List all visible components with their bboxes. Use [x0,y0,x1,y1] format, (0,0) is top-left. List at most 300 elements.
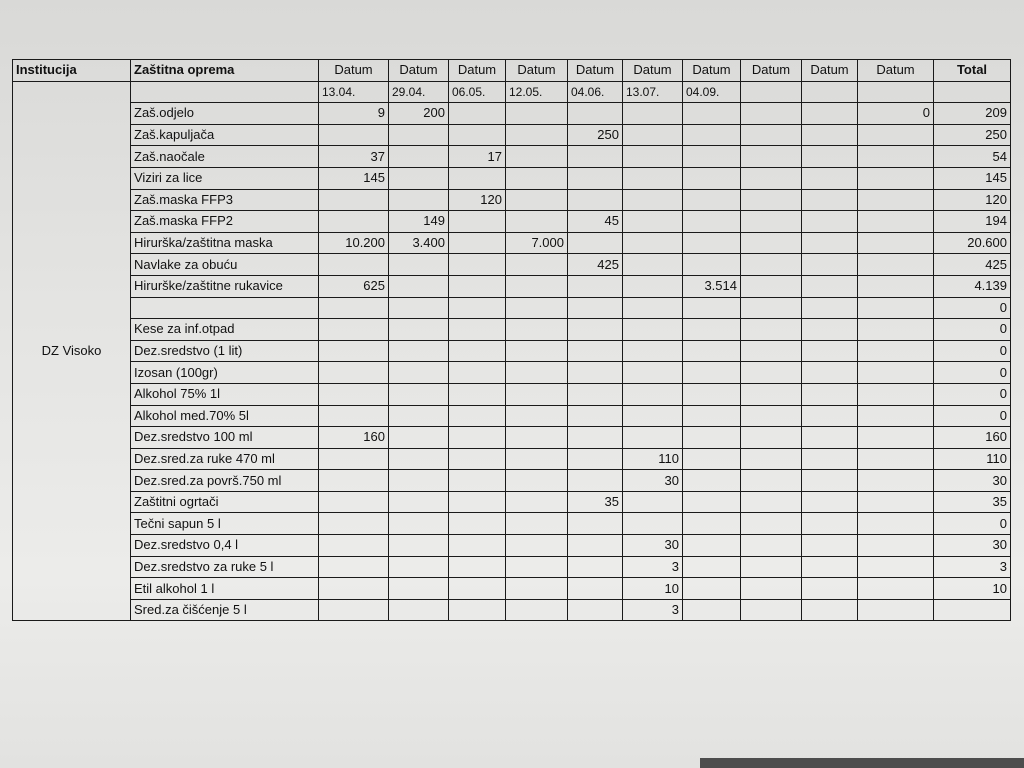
quantity-cell [802,448,858,470]
quantity-cell [623,124,683,146]
table-row [13,535,1011,557]
quantity-cell [506,146,568,168]
quantity-cell [683,319,741,341]
total-cell: 4.139 [934,275,1011,297]
quantity-cell [449,535,506,557]
table-row [13,232,1011,254]
quantity-cell [858,146,934,168]
quantity-cell [389,167,449,189]
quantity-cell: 7.000 [506,232,568,254]
quantity-cell [802,254,858,276]
item-name: Kese za inf.otpad [131,319,319,341]
quantity-cell: 625 [319,275,389,297]
quantity-cell [506,448,568,470]
datum-header: Datum [568,60,623,82]
quantity-cell [858,556,934,578]
total-cell: 20.600 [934,232,1011,254]
quantity-cell [389,254,449,276]
date-cell: 06.05. [449,81,506,103]
total-cell: 35 [934,491,1011,513]
total-cell: 0 [934,362,1011,384]
quantity-cell [568,297,623,319]
quantity-cell [449,513,506,535]
quantity-cell [506,513,568,535]
quantity-cell [741,405,802,427]
quantity-cell [741,146,802,168]
item-name [131,297,319,319]
table-row [13,513,1011,535]
total-cell: 194 [934,211,1011,233]
item-name: Izosan (100gr) [131,362,319,384]
quantity-cell [683,470,741,492]
quantity-cell [858,189,934,211]
quantity-cell [568,189,623,211]
quantity-cell [858,491,934,513]
quantity-cell [858,340,934,362]
quantity-cell [802,427,858,449]
quantity-cell [802,599,858,621]
quantity-cell [449,340,506,362]
item-name: Zaš.naočale [131,146,319,168]
quantity-cell [506,470,568,492]
table-row [13,103,1011,125]
quantity-cell [568,427,623,449]
quantity-cell [858,254,934,276]
table-row [13,578,1011,600]
quantity-cell: 9 [319,103,389,125]
quantity-cell [389,146,449,168]
quantity-cell [319,383,389,405]
total-blank-cell [934,81,1011,103]
total-header: Total [934,60,1011,82]
quantity-cell [683,232,741,254]
quantity-cell [683,491,741,513]
quantity-cell [802,167,858,189]
total-cell: 145 [934,167,1011,189]
quantity-cell [741,448,802,470]
quantity-cell [506,427,568,449]
quantity-cell [741,211,802,233]
quantity-cell [389,405,449,427]
quantity-cell [319,599,389,621]
total-cell: 0 [934,319,1011,341]
quantity-cell [506,491,568,513]
quantity-cell [506,556,568,578]
item-name: Tečni sapun 5 l [131,513,319,535]
quantity-cell [449,275,506,297]
table-row [13,427,1011,449]
quantity-cell [568,232,623,254]
quantity-cell [858,535,934,557]
equipment-blank-cell [131,81,319,103]
quantity-cell [389,599,449,621]
quantity-cell [389,297,449,319]
quantity-cell: 145 [319,167,389,189]
total-cell: 0 [934,340,1011,362]
quantity-cell [683,513,741,535]
quantity-cell [389,448,449,470]
quantity-cell [449,319,506,341]
total-cell: 3 [934,556,1011,578]
quantity-cell [389,362,449,384]
quantity-cell: 45 [568,211,623,233]
quantity-cell [858,470,934,492]
quantity-cell [568,167,623,189]
item-name: Hirurške/zaštitne rukavice [131,275,319,297]
quantity-cell [506,189,568,211]
date-cell: 13.04. [319,81,389,103]
quantity-cell [802,470,858,492]
table-row [13,405,1011,427]
quantity-cell [683,124,741,146]
total-cell: 110 [934,448,1011,470]
quantity-cell [858,275,934,297]
quantity-cell [802,340,858,362]
item-name: Zaš.kapuljača [131,124,319,146]
quantity-cell [741,189,802,211]
table-body [13,81,1011,621]
quantity-cell [683,189,741,211]
quantity-cell [741,427,802,449]
quantity-cell [858,578,934,600]
quantity-cell [389,340,449,362]
quantity-cell: 10.200 [319,232,389,254]
quantity-cell [858,124,934,146]
quantity-cell [858,362,934,384]
quantity-cell [858,427,934,449]
quantity-cell [802,103,858,125]
quantity-cell [449,124,506,146]
quantity-cell [683,167,741,189]
item-name: Dez.sred.za ruke 470 ml [131,448,319,470]
quantity-cell [389,578,449,600]
quantity-cell [802,124,858,146]
quantity-cell [568,599,623,621]
quantity-cell [741,319,802,341]
quantity-cell [449,297,506,319]
quantity-cell: 3.400 [389,232,449,254]
quantity-cell [506,124,568,146]
quantity-cell [449,448,506,470]
table-row [13,211,1011,233]
quantity-cell: 10 [623,578,683,600]
quantity-cell [741,340,802,362]
quantity-cell [683,254,741,276]
quantity-cell [683,578,741,600]
datum-header: Datum [389,60,449,82]
total-cell: 425 [934,254,1011,276]
quantity-cell [568,405,623,427]
quantity-cell [623,167,683,189]
quantity-cell [389,556,449,578]
quantity-cell [449,491,506,513]
quantity-cell [506,383,568,405]
quantity-cell [449,578,506,600]
quantity-cell [389,427,449,449]
quantity-cell [389,491,449,513]
total-cell: 0 [934,297,1011,319]
quantity-cell [319,297,389,319]
quantity-cell [623,232,683,254]
quantity-cell [506,599,568,621]
item-name: Zaš.maska FFP2 [131,211,319,233]
item-name: Viziri za lice [131,167,319,189]
total-cell: 209 [934,103,1011,125]
quantity-cell [802,491,858,513]
quantity-cell [623,254,683,276]
total-cell [934,599,1011,621]
quantity-cell [319,340,389,362]
quantity-cell [319,535,389,557]
quantity-cell [506,535,568,557]
datum-header: Datum [802,60,858,82]
date-cell: 29.04. [389,81,449,103]
quantity-cell [623,189,683,211]
table-row [13,167,1011,189]
quantity-cell [741,167,802,189]
date-cell [858,81,934,103]
quantity-cell [319,405,389,427]
table-row [13,340,1011,362]
quantity-cell [741,513,802,535]
quantity-cell [389,535,449,557]
date-row [13,81,1011,103]
table-row [13,189,1011,211]
quantity-cell: 17 [449,146,506,168]
quantity-cell [449,470,506,492]
institution-header: Institucija [13,60,131,82]
quantity-cell [568,513,623,535]
table-row [13,470,1011,492]
quantity-cell [802,513,858,535]
quantity-cell [858,319,934,341]
header-row [13,60,1011,82]
table-row [13,448,1011,470]
table-row [13,124,1011,146]
quantity-cell [506,254,568,276]
quantity-cell [741,124,802,146]
quantity-cell [449,427,506,449]
table-row [13,146,1011,168]
quantity-cell [568,448,623,470]
quantity-cell [389,513,449,535]
quantity-cell [449,362,506,384]
datum-header: Datum [858,60,934,82]
total-cell: 0 [934,513,1011,535]
item-name: Dez.sredstvo 100 ml [131,427,319,449]
quantity-cell [741,254,802,276]
total-cell: 30 [934,470,1011,492]
quantity-cell [506,405,568,427]
item-name: Dez.sred.za površ.750 ml [131,470,319,492]
quantity-cell [623,491,683,513]
quantity-cell [802,556,858,578]
quantity-cell: 160 [319,427,389,449]
table-row [13,383,1011,405]
quantity-cell [858,513,934,535]
quantity-cell [389,470,449,492]
quantity-cell: 149 [389,211,449,233]
quantity-cell [506,275,568,297]
quantity-cell: 37 [319,146,389,168]
quantity-cell [683,146,741,168]
table-row [13,297,1011,319]
total-cell: 0 [934,383,1011,405]
quantity-cell [741,232,802,254]
quantity-cell [623,146,683,168]
quantity-cell: 200 [389,103,449,125]
quantity-cell [568,275,623,297]
quantity-cell [319,491,389,513]
total-cell: 0 [934,405,1011,427]
quantity-cell: 250 [568,124,623,146]
quantity-cell [858,383,934,405]
datum-header: Datum [683,60,741,82]
item-name: Alkohol 75% 1l [131,383,319,405]
quantity-cell [319,362,389,384]
quantity-cell [319,578,389,600]
quantity-cell [389,189,449,211]
quantity-cell [683,535,741,557]
institution-name: DZ Visoko [13,81,131,621]
item-name: Sred.za čišćenje 5 l [131,599,319,621]
equipment-table [12,59,1011,621]
quantity-cell [506,319,568,341]
table-row [13,599,1011,621]
item-name: Zaš.maska FFP3 [131,189,319,211]
datum-header: Datum [319,60,389,82]
total-cell: 10 [934,578,1011,600]
quantity-cell [319,124,389,146]
quantity-cell [623,405,683,427]
quantity-cell: 30 [623,470,683,492]
quantity-cell [741,535,802,557]
table-row [13,491,1011,513]
total-cell: 120 [934,189,1011,211]
quantity-cell [858,599,934,621]
quantity-cell [623,383,683,405]
quantity-cell [568,340,623,362]
quantity-cell [802,232,858,254]
equipment-header: Zaštitna oprema [131,60,319,82]
table-row [13,556,1011,578]
quantity-cell [449,211,506,233]
quantity-cell [683,427,741,449]
quantity-cell [319,254,389,276]
quantity-cell [741,599,802,621]
quantity-cell: 30 [623,535,683,557]
quantity-cell [741,470,802,492]
quantity-cell [319,189,389,211]
datum-header: Datum [449,60,506,82]
quantity-cell [568,362,623,384]
quantity-cell [506,362,568,384]
quantity-cell [389,124,449,146]
quantity-cell: 110 [623,448,683,470]
quantity-cell: 425 [568,254,623,276]
quantity-cell [506,103,568,125]
quantity-cell [802,189,858,211]
quantity-cell [858,297,934,319]
quantity-cell: 120 [449,189,506,211]
item-name: Etil alkohol 1 l [131,578,319,600]
quantity-cell [506,578,568,600]
quantity-cell [741,556,802,578]
quantity-cell [506,211,568,233]
date-cell: 04.09. [683,81,741,103]
quantity-cell [802,535,858,557]
item-name: Alkohol med.70% 5l [131,405,319,427]
quantity-cell [858,232,934,254]
quantity-cell [389,383,449,405]
item-name: Hirurška/zaštitna maska [131,232,319,254]
quantity-cell [683,103,741,125]
quantity-cell [741,297,802,319]
item-name: Zaš.odjelo [131,103,319,125]
date-cell: 12.05. [506,81,568,103]
quantity-cell [683,448,741,470]
item-name: Zaštitni ogrtači [131,491,319,513]
quantity-cell [683,556,741,578]
quantity-cell [449,254,506,276]
item-name: Dez.sredstvo (1 lit) [131,340,319,362]
quantity-cell [623,513,683,535]
quantity-cell [389,275,449,297]
quantity-cell [623,211,683,233]
quantity-cell [568,556,623,578]
quantity-cell [449,167,506,189]
datum-header: Datum [741,60,802,82]
date-cell [802,81,858,103]
item-name: Navlake za obuću [131,254,319,276]
quantity-cell [802,297,858,319]
quantity-cell [683,297,741,319]
datum-header: Datum [623,60,683,82]
quantity-cell [802,383,858,405]
quantity-cell [449,556,506,578]
quantity-cell [568,103,623,125]
total-cell: 250 [934,124,1011,146]
item-name: Dez.sredstvo za ruke 5 l [131,556,319,578]
quantity-cell [506,340,568,362]
quantity-cell [802,578,858,600]
quantity-cell [741,578,802,600]
total-cell: 54 [934,146,1011,168]
quantity-cell [319,319,389,341]
table-row [13,362,1011,384]
quantity-cell [449,103,506,125]
date-cell [741,81,802,103]
quantity-cell: 3 [623,556,683,578]
quantity-cell [741,383,802,405]
quantity-cell [623,319,683,341]
quantity-cell [683,599,741,621]
quantity-cell [568,470,623,492]
quantity-cell [449,383,506,405]
quantity-cell: 3 [623,599,683,621]
table-row [13,275,1011,297]
quantity-cell [741,491,802,513]
quantity-cell [802,275,858,297]
quantity-cell [683,340,741,362]
quantity-cell [319,513,389,535]
quantity-cell [389,319,449,341]
quantity-cell [449,599,506,621]
quantity-cell [319,211,389,233]
item-name: Dez.sredstvo 0,4 l [131,535,319,557]
quantity-cell [319,470,389,492]
quantity-cell [568,146,623,168]
